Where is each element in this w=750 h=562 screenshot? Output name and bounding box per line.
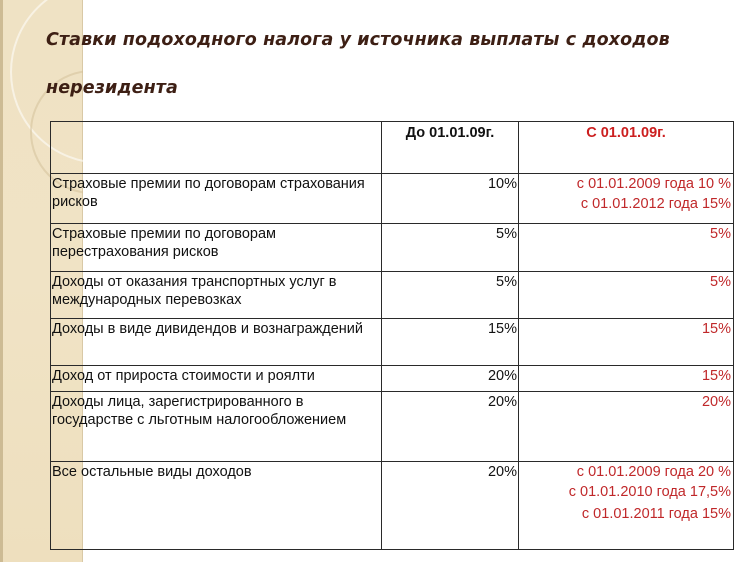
rate-before-cell: 5% xyxy=(382,272,519,319)
rate-after-cell xyxy=(519,224,734,272)
table-row xyxy=(51,366,734,392)
table-header-row xyxy=(51,122,734,174)
table-row xyxy=(51,174,734,224)
table-row xyxy=(51,224,734,272)
income-type-cell: Все остальные виды доходов xyxy=(51,462,382,550)
table-row xyxy=(51,319,734,366)
header-before-date: До 01.01.09г. xyxy=(382,122,519,174)
rate-after-line: 5% xyxy=(710,274,731,290)
rate-after-line: с 01.01.2009 года 20 % xyxy=(576,464,731,480)
income-type-cell: Страховые премии по договорам страхования рисков xyxy=(51,174,382,224)
table-row xyxy=(51,462,734,550)
rate-before-cell: 20% xyxy=(382,366,519,392)
header-income-type xyxy=(51,122,382,174)
rate-after-line: 5% xyxy=(710,226,731,242)
rate-after-cell xyxy=(519,272,734,319)
rate-before-cell: 20% xyxy=(382,392,519,462)
income-type-cell: Доходы в виде дивидендов и вознаграждений xyxy=(51,319,382,366)
income-type-cell: Доход от прироста стоимости и роялти xyxy=(51,366,382,392)
income-type-cell: Доходы лица, зарегистрированного в государстве с льготным налогообложением xyxy=(51,392,382,462)
header-after-date: С 01.01.09г. xyxy=(519,122,734,174)
income-type-cell: Доходы от оказания транспортных услуг в международных перевозках xyxy=(51,272,382,319)
title-line-1: Ставки подоходного налога у источника выплаты с доходов xyxy=(46,30,670,50)
rate-after-cell xyxy=(519,462,734,550)
title-line-2: нерезидента xyxy=(46,78,178,98)
rate-before-cell: 5% xyxy=(382,224,519,272)
income-type-cell: Страховые премии по договорам перестрахования рисков xyxy=(51,224,382,272)
rate-after-cell xyxy=(519,366,734,392)
rate-before-cell: 15% xyxy=(382,319,519,366)
rate-after-cell xyxy=(519,174,734,224)
rate-after-line: с 01.01.2010 года 17,5% xyxy=(568,484,731,500)
tax-rates-table xyxy=(50,121,734,550)
slide-title xyxy=(46,16,726,112)
rate-after-line: 20% xyxy=(701,394,731,410)
band-shade xyxy=(0,0,3,562)
table-row xyxy=(51,392,734,462)
rate-after-cell xyxy=(519,319,734,366)
rate-after-line: 15% xyxy=(701,321,731,337)
rate-before-cell: 20% xyxy=(382,462,519,550)
rate-after-cell xyxy=(519,392,734,462)
rate-after-line: 15% xyxy=(701,368,731,384)
rate-after-line: с 01.01.2012 года 15% xyxy=(580,196,731,212)
rate-after-line: с 01.01.2009 года 10 % xyxy=(576,176,731,192)
rate-before-cell: 10% xyxy=(382,174,519,224)
rate-after-line: с 01.01.2011 года 15% xyxy=(581,506,731,522)
table-row xyxy=(51,272,734,319)
